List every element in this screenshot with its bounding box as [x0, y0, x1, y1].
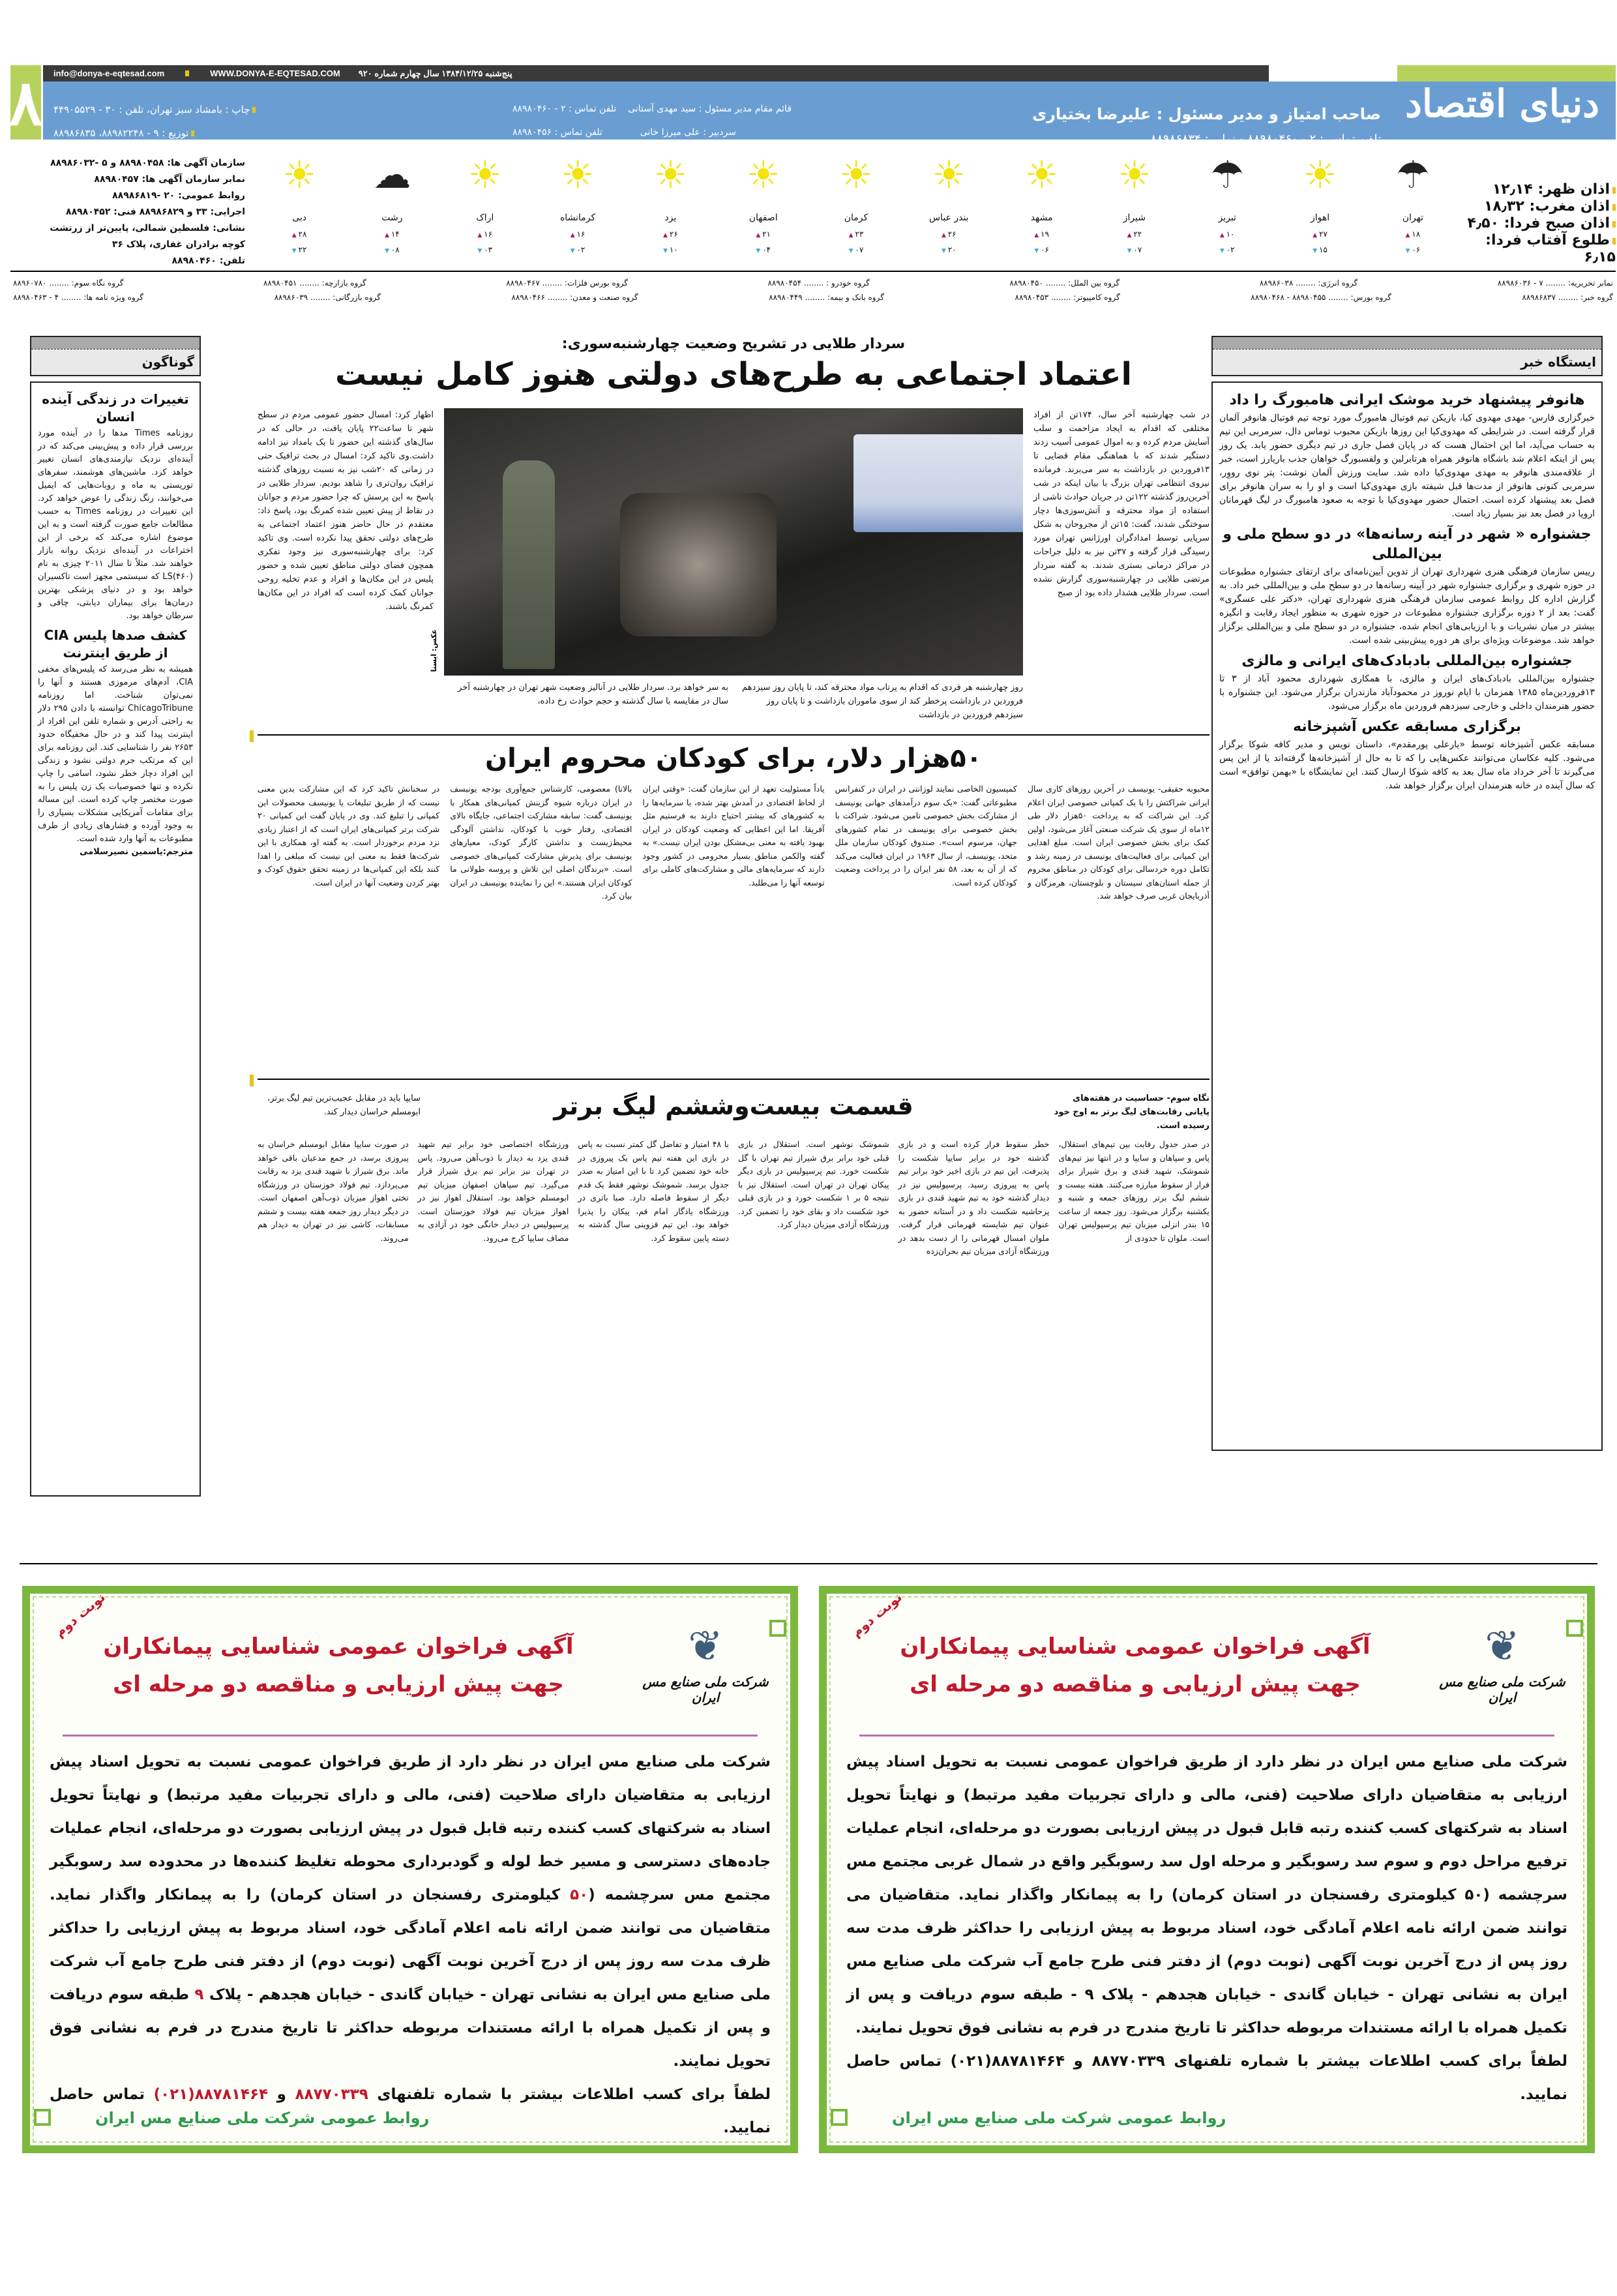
- article-column: یاداً مسئولیت تعهد از این سازمان گفت: «وقتی ایران از لحاظ اقتصادی در آمدش بهتر شده، با سرمایه‌ها را به کشورهای که بیشتر احتیاج دارند به فرستیم مثل آفریقا. اما این اعطایی که وضعیت کودکان در ایران بهبود یافته به معنی بی‌مشکل بودن ایران نیست.» به گفته والکمن مناطق بسیار محرومی در کشور وجود دارند که سرمایه‌های مالی و مشارکت‌های کاملی برای توسعه آنها را می‌طلبد.: [642, 784, 825, 887]
- cloud-icon: ☁: [373, 153, 411, 197]
- chief-editor: سردبیر : علی میرزا خانی تلفن تماس : ۸۸۹۸۰۴۵۶: [512, 127, 736, 138]
- section-header-miscellaneous: [30, 336, 201, 376]
- byline: مترجم:یاسمین نصیرسلامی: [80, 847, 193, 857]
- top-info-bar: [43, 65, 1269, 82]
- corner-ornament-icon: [769, 1620, 786, 1637]
- sun-icon: ☀: [467, 153, 502, 197]
- unicef-story: [258, 743, 1209, 1069]
- ad-footer: روابط عمومی شرکت ملی صنایع مس ایران: [892, 2109, 1226, 2127]
- news-photo[interactable]: [430, 408, 1023, 676]
- news-item: [1219, 391, 1595, 521]
- prayer-time-maghrib: اذان مغرب: ۱۸٫۳۲: [1466, 198, 1616, 215]
- officer-shape: [503, 460, 555, 669]
- news-title[interactable]: کشف صدها پلیس CIA از طریق اینترنت: [44, 627, 187, 661]
- league-intro: نگاه سوم- حساسیت در هفته‌های پایانی رقابت‌های لیگ برتر به اوج خود رسیده است.: [1054, 1094, 1209, 1131]
- tender-ad-right[interactable]: [819, 1586, 1595, 2153]
- miscellaneous-column: [30, 336, 201, 1497]
- weather-cities: [253, 149, 1459, 263]
- news-body: خبرگزاری فارس- مهدی مهدوی کیا، بازیکن تیم فوتبال هامبورگ مورد توجه تیم فوتبال هانوفر آلمان قرار گرفته است. در شرایطی که مهدوی‌کیا این روزها بازیکن محبوب توماس دال، سرمربی این تیم به حساب می‌آید، اما این احتمال هست که در پایان فصل جاری در تیم دیگری حضور یابد. یک روز پس از اینکه اعلام شد باشگاه هانوفر همراه هرتابرلین و ولفسبورگ خواهان جذب باریارز است، خبر از علاقه‌مندی هانوفر به مهدی مهدوی‌کیا داده شد. سایت ورزش آلمان نوشت: پتر نوی رووِر، سرمربی کنونی هانوفر از مدت‌ها قبل شیفته بازی مهدوی‌کیا است و او را به سران هانوفر برای فصل بعد پیشنهاد کرده است. احتمال حضور مهدوی‌کیا با توجه به صعود هامبورگ در لیگ قهرمانان اروپا در فصل بعد نیز بسیار زیاد است.: [1219, 413, 1595, 519]
- phone-directory: [10, 271, 1616, 305]
- dateline: پنج‌شنبه ۱۳۸۴/۱۲/۲۵ سال چهارم شماره ۹۲۰: [358, 68, 512, 78]
- cloud-rain-icon: ☂: [1210, 153, 1245, 197]
- phone-row: گروه خبر: ........ ۸۸۹۸۶۸۳۷ گروه بورس: ........ ۸۸۹۸۰۴۵۵ - ۸۸۹۸۰۴۶۸ گروه کامپیوتر: ........ ۸۸۹۸۰۴۵۳ گروه بانک و بیمه: ........ ۸۸۹۸۰۴۴۹ گروه صنعت و معدن: ........ ۸۸۹۸۰۴۶۶ گروه بازرگانی: ........ ۸۸۹۸۶۰۳۹ گروه ویژه نامه ها: ........ ۴ - ۸۸۹۸۰۴۶۳: [13, 293, 1613, 302]
- ad-header: [50, 1588, 771, 1731]
- weather-city: ☀ اهواز ▲ ۲۷ ▼ ۱۵: [1273, 149, 1366, 263]
- sun-icon: ☀: [282, 153, 317, 197]
- tender-ad-left[interactable]: [22, 1586, 798, 2153]
- distribution-info: توزیع : ۹ - ۸۸۹۸۲۲۴۸، ۸۸۹۸۶۸۳۵: [53, 127, 194, 139]
- below-photo-text: روز چهارشنبه هر فردی که اقدام به پرتاب مواد محترقه کند، تا پایان روز سیزدهم فروردین در بازداشت پرخطر کند از سوی ماموران بازداشت و تا پایان روز سیزدهم فروردین در بازداشت به سر خواهد برد. سردار طلایی در آنالیز وضعیت شهر تهران در چهارشنبه آخر سال در مقایسه با سال گذشته و حجم حوادث رخ داده،: [458, 683, 1023, 720]
- round-badge: نوبت دوم: [52, 1588, 108, 1641]
- article-column: با ۴۸ امتیاز و تفاضل گل کمتر نسبت به پاس در بازی این هفته تیم پاس یک پیروزی در خانه خود تضمین کرد تا با این امتیاز به صدر جدول برسد. شموشک نوشهر فقط یک قدم دیگر از سقوط فاصله دارد. صبا باتری در ورزشگاه یادگار امام قم، پیکان را پذیرا خواهد بود. این تیم قزوینی سال گذشته به دسته پایین سقوط کرد.: [578, 1139, 729, 1243]
- main-headline[interactable]: اعتماد اجتماعی به طرح‌های دولتی هنوز کامل نیست: [335, 356, 1132, 393]
- news-body: روزنامه Times مدها را در آینده مورد بررسی قرار داده و پیش‌بینی می‌کند که در آینده‌ای نزدیک نیازمندی‌های انسان تغییر خواهد کرد. ماشین‌های هوشمند، سفرهای توریستی به ماه و روبات‌هایی که ایمیل می‌خوانند، رنگ زندگی را عوض خواهد کرد. این تغییرات در روزنامه Times به حسب مطالعات جامع صورت گرفته است و به این موضوع اشاره می‌کند که برخی از این اختراعات در آینده‌ای نزدیک روانه بازار خواهند شد. مثلاً تا سال ۲۰۱۱ چیزی به نام LS(۴۶۰) که سیستمی مجهز است تاکسیران خواهد بود و در دنیای پزشکی بهترین درمان‌ها برای بیماران دیابتی، چاقی و سرطان خواهد بود.: [38, 428, 194, 621]
- corner-ornament-icon: [831, 2109, 848, 2126]
- league-story: [258, 1092, 1209, 1307]
- weather-city: ☀ کرمانشاه ▲ ۱۶ ▼ ۰۲: [531, 149, 624, 263]
- sun-icon: ☀: [1117, 153, 1151, 197]
- sun-icon: ☀: [653, 153, 688, 197]
- office-contacts: سازمان آگهی ها: ۸۸۹۸۰۴۵۸ و ۵ -۸۸۹۸۶۰۳۲ نمابر سازمان آگهی ها: ۸۸۹۸۰۴۵۷ روابط عمومی: ۲۰ -۸۸۹۸۶۸۱۹ اجرایی: ۳۳ و ۸۸۹۸۶۸۲۹ فنی: ۸۸۹۸۰۴۵۲ نشانی: فلسطین شمالی، پایین‌تر از زرتشت کوچه برادران غفاری، پلاک ۳۶ تلفن: ۸۸۹۸۰۴۶۰: [50, 158, 245, 266]
- sunrise-time: طلوع آفتاب فردا: ۶٫۱۵: [1466, 232, 1616, 266]
- weather-city: ☂ تهران ▲ ۱۸ ▼ ۰۶: [1367, 149, 1459, 263]
- weather-city: ☂ تبریز ▲ ۱۰ ▼ ۰۲: [1181, 149, 1273, 263]
- weather-city: ☀ بندر عباس ▲ ۲۶ ▼ ۲۰: [902, 149, 995, 263]
- ad-body: شرکت ملی صنایع مس ایران در نظر دارد از طریق فراخوان عمومی نسبت به تحویل اسناد پیش ارزیابی به متقاضیان دارای صلاحیت (فنی، مالی و دارای تجربیات مفید مرتبط) و نهایتاً تحویل اسناد به شرکتهای کسب کننده رتبه قابل قبول در پیش ارزیابی بصورت دو مرحله‌ای، انجام عملیات جاده‌های دسترسی و مسیر خط لوله و گودبرداری محوطه تغلیظ کننده‌ها در محدوده سد رسوبگیر مجتمع مس سرچشمه (۵۰ کیلومتری رفسنجان در استان کرمان) را به پیمانکار واگذار نماید. متقاضیان می توانند ضمن ارائه نامه اعلام آمادگی خود، اسناد مربوط به پیش ارزیابی را حداکثر ظرف مدت سه روز پس از درج آخرین نوبت آگهی (نوبت دوم) از دفتر فنی طرح جامع آب شرکت ملی صنایع مس ایران به نشانی تهران - خیابان گاندی - خیابان هجدهم - پلاک ۹ طبقه سوم دریافت و پس از تکمیل همراه با ارائه مستندات مربوطه حداکثر تا تاریخ مندرج در فرم به نشانی فوق تحویل نمایند. لطفاً برای کسب اطلاعات بیشتر با شماره تلفنهای ۸۸۷۷۰۳۳۹ و ۸۸۷۸۱۴۶۴(۰۲۱) تماس حاصل نمایید.: [50, 1753, 771, 2136]
- prayer-time-noon: اذان ظهر: ۱۲٫۱۴: [1466, 181, 1616, 198]
- article-column: در صورت سایپا مقابل ابومسلم خراسان به پیروزی برسد، در جمع مدعیان باقی خواهد ماند. برق شیراز با شهید قندی یزد به رقابت می‌پردازد. تیم فولاد خوزستان در ورزشگاه تختی اهواز میزبان ذوب‌آهن اصفهان است. در دیگر دیدار روز جمعه هفته بیست و ششم مسابقات، کاشی نیز در تهران به دیدار هم می‌روند.: [258, 1139, 409, 1243]
- owner-name: صاحب امتیاز و مدیر مسئول : علیرضا بختیاری: [1032, 105, 1381, 123]
- prayer-times: [1466, 181, 1616, 266]
- weather-city: ☀ اصفهان ▲ ۲۱ ▼ ۰۴: [717, 149, 810, 263]
- weather-panel: [10, 149, 1616, 266]
- newspaper-logo[interactable]: دنیای اقتصاد: [1405, 82, 1599, 126]
- ads-divider: [20, 1563, 1597, 1564]
- article-column: در شب چهارشنبه آخر سال، ۱۷۴تن از افراد مختلفی که اقدام به ایجاد مزاحمت و سلب آسایش مردم کرده و به اموال عمومی آسیب زدند دستگیر شدند که با هماهنگی مقام قضایی تا ۱۳فروردین در بازداشت به سر می‌برند. فرمانده نیروی انتظامی تهران بزرگ با بیان اینکه در شب آخرین‌روز گذشته ۱۲۲تن در جریان حوادث ناشی از استفاده از مواد محترقه و آتش‌سوزی‌ها دچار سوختگی شدند، گفت: ۱۵تن از مجروحان به شکل سرپایی توسط امدادگران اورژانس تهران مورد رسیدگی قرار گرفته و ۳۷تن نیز به دلیل جراحات در مراکز درمانی بستری شدند. به گفته سردار مرتضی طلایی در چهارشنبه‌سوری گزارش نشده است. سردار طلایی هشدار داده بود از صبح: [1033, 410, 1210, 598]
- league-intro-secondary: سایپا باید در مقابل عجیب‌ترین تیم لیگ برتر، ابومسلم خراسان دیدار کند.: [267, 1094, 421, 1117]
- weather-city: ☀ مشهد ▲ ۱۹ ▼ ۰۶: [995, 149, 1088, 263]
- bus-shape: [853, 434, 1023, 532]
- league-headline[interactable]: قسمت بیست‌وششم لیگ برتر: [554, 1092, 913, 1120]
- phone-number[interactable]: ۸۸۷۸۱۴۶۴(۰۲۱): [153, 2086, 269, 2103]
- article-column: اظهار کرد: امسال حضور عمومی مردم در سطح شهر تا ساعت۲۲ پایان یافت، در حالی که در سال‌های گذشته این حضور تا یک بامداد نیز ادامه داشت‌.وی تاکید کرد: امسال در بحث ترافیک حتی در زمانی که ۲۰شب نیز به نسبت روزهای گذشته ترافیک روان‌تری را شاهد بودیم. سردار طلایی در پاسخ به این پرسش که چرا حضور مردم و جوانان در نقاط از پیش تعیین شده کمرنگ بود، پاسخ داد: معتقدم در حال حاضر هنوز اعتماد اجتماعی به طرح‌های دولتی تحقق پیدا نکرده است. وی تاکید کرد: برای چهارشنبه‌سوری نیز وجود تفکری همچون فضای دولتی مناطق تعیین شده و حضور پلیس در این مکان‌ها و افراد و عدم تخلیه روحی جوانان کمک کرده است که افراد در این مکان‌ها کمرنگ باشند.: [258, 410, 434, 612]
- weather-city: ☀ شیراز ▲ ۲۲ ▼ ۰۷: [1088, 149, 1181, 263]
- bullet-icon: [191, 130, 194, 136]
- ad-title: آگهی فراخوان عمومی شناسایی پیمانکاران جهت پیش ارزیابی و مناقصه دو مرحله ای: [900, 1633, 1371, 1697]
- sun-icon: ☀: [932, 153, 966, 197]
- article-column: در سخنانش تاکید کرد که این مشارکت بدین معنی نیست که از طریق تبلیغات یا یونیسف محصولات این کمپانی را تبلیغ کند. وی در پایان گفت این کمپانی ۲۰ شرکت برتر کمپانی‌های ایران است که از اعتبار زیادی نزد مردم برخوردار است. به گفته او، همکاری با این شرکت‌ها فقط به معنی این نیست که مبلغی را اهدا کنند بلکه این کمپانی‌ها در زمینه تحقق حقوق کودک و بهتر کردن وضعیت آنها در ایران است.: [258, 784, 440, 887]
- center-stories: [258, 336, 1209, 1307]
- prayer-time-fajr: اذان صبح فردا: ۴٫۵۰: [1466, 215, 1616, 232]
- section-divider: [258, 1079, 1209, 1080]
- masthead: [8, 65, 1616, 146]
- article-column: خطر سقوط فرار کرده است و در بازی گذشته خود در برابر سایپا شکست را پذیرفت. این تیم در بازی اخیر خود برابر تیم پاس به پیروزی رسید. پرسپولیس نیز در دیدار گذشته خود به تیم شهید قندی در بازی پرحاشیه شکست داد و در آستانه حضور به عنوان تیم شایسته قهرمانی قرار گرفت. ملوان امسال قهرمانی را از دست بدهد در ورزشگاه آزادی میزبان تیم بحران‌زده: [898, 1139, 1050, 1256]
- email-link[interactable]: info@donya-e-eqtesad.com: [53, 68, 165, 78]
- owner-phone: تلفن تماس : ۲ - ۸۸۹۸۰۴۶۰ - نمابر : ۸۸۹۸۶۸۳۴: [1150, 132, 1381, 146]
- league-header: [258, 1092, 1209, 1133]
- copper-company-emblem-icon: ❦: [688, 1622, 723, 1671]
- news-title[interactable]: جشنواره بین‌المللی بادبادک‌های ایرانی و مالزی: [1241, 653, 1573, 669]
- section-header-news-station: [1211, 336, 1603, 376]
- main-story-body: [258, 408, 1210, 720]
- news-title[interactable]: جشنواره « شهر در آینه رسانه‌ها» در دو سطح ملی و بین‌المللی: [1223, 526, 1592, 562]
- unicef-story-body: [258, 783, 1209, 1069]
- company-name: شرکت ملی صنایع مس ایران: [1439, 1674, 1565, 1705]
- weather-city: ☀ یزد ▲ ۲۶ ▼ ۱۰: [624, 149, 717, 263]
- news-item: [1219, 651, 1595, 713]
- company-logo: [640, 1622, 771, 1705]
- copper-company-emblem-icon: ❦: [1485, 1622, 1520, 1671]
- main-story: [258, 336, 1210, 720]
- news-body: مسابقه عکس آشپزخانه توسط «یارعلی پورمقدم»، داستان نویس و مدیر کافه شوکا برگزار می‌شود. کلیه عکاسان می‌توانند عکس‌هایی را که تا به حال از آشپزخانه‌ها گرفته‌اند یا از این پس می‌گیرند تا آخر خرداد ماه سال بعد به کافه شوکا ارسال کنند. این نمایشگاه با «بهمن توافق» است که سال آینده در خانه هنرمندان ایران برگزار خواهد شد.: [1219, 739, 1595, 791]
- burned-car-shape: [620, 493, 777, 636]
- news-item: [38, 627, 193, 859]
- photo-credit: عکس: ایسنا: [430, 629, 438, 672]
- weather-city: ☁ رشت ▲ ۱۴ ▼ ۰۸: [346, 149, 438, 263]
- article-column: بالاتا) معصومی، کارشناس جمع‌آوری بودجه یونیسف در ایران درباره شیوه گزینش کمپانی‌های همکار با یونیسف گفت: سابقه مشارکت اجتماعی، جایگاه بالای اقتصادی، رفتار خوب با کودکان، نداشتن آلودگی محیط‌زیست و نداشتن کارگر کودک، معیارهای یونیسف برای پذیرش مشارکت کمپانی‌های خصوصی است. «برندگان اصلی این تلاش و پروسه طولانی ما کودکان ایران هستند.» این را نماینده یونیسف در ایران بیان کرد.: [450, 784, 632, 901]
- news-body: رییس سازمان فرهنگی هنری شهرداری تهران از تدوین آیین‌نامه‌ای برای ارتقای جشنواره مطبوعات در حوزه شهری و برگزاری جشنواره شهر در آیینه رسانه‌ها در دو سطح ملی و بین‌المللی خبر داد. به گزارش اداره کل روابط عمومی سازمان فرهنگی هنری شهرداری تهران، «دکتر علی عسگری» گفت: بعد از ۲ دوره برگزاری جشنواره مطبوعات در حوزه شهری به منظور ایجاد رقابت و انگیزه بیشتر در میان نشریات و با ارزیابی‌های انجام شده، جشنواره در دو سطح ملی و بین‌المللی برگزار خواهد شد. موضوعات ویژه‌ای برای هر دوره پیش‌بینی شده است.: [1219, 567, 1595, 646]
- corner-ornament-icon: [1566, 1620, 1583, 1637]
- photo-block: [430, 408, 1023, 722]
- league-story-body: [258, 1138, 1209, 1307]
- article-column: محبوبه حقیقی- یونیسف در آخرین روزهای کاری سال ایرانی شراکتش را با یک کمپانی خصوصی ایران اعلام کرد. این شراکت که به پرداخت ۵۰هزار دلار طی ۱۲ماه از سوی یک شرکت صنعتی آغاز می‌شود، اولین کمک برای بخش خصوصی ایران است. مبلغ اهدایی این کمپانی برای فعالیت‌های یونیسف در زمینه رشد و تکامل دوره خردسالی برای کودکان در مناطق محروم از جمله استان‌های سیستان و بلوچستان، هرمزگان و آذربایجان غربی صرف خواهد شد.: [1027, 784, 1209, 901]
- website-link[interactable]: WWW.DONYA-E-EQTESAD.COM: [210, 68, 340, 78]
- phone-row: نمابر تحریریه: ........ ۷ - ۸۸۹۸۶۰۳۶ گروه انرژی: ........ ۸۸۹۸۶۰۳۸ گروه بین الملل: ........ ۸۸۹۸۰۴۵۰ گروه خودرو : ........ ۸۸۹۸۰۴۵۴ گروه بورس فلزات: ........ ۸۸۹۸۰۴۶۷ گروه بازارچه: ........ ۸۸۹۸۰۴۵۱ گروه نگاه سوم: ........ ۸۸۹۶۰۷۸۰: [13, 278, 1613, 288]
- ad-title: آگهی فراخوان عمومی شناسایی پیمانکاران جهت پیش ارزیابی و مناقصه دو مرحله ای: [103, 1633, 574, 1697]
- printer-info: چاپ : بامشاد سبز تهران، تلفن : ۳۰ - ۴۴۹۰۵۵۲۹: [53, 104, 256, 115]
- masthead-blue-bar: [43, 82, 1616, 146]
- company-logo: [1437, 1622, 1567, 1705]
- sun-icon: ☀: [561, 153, 595, 197]
- round-badge: نوبت دوم: [848, 1588, 905, 1641]
- sun-icon: ☀: [746, 153, 780, 197]
- news-item: [1219, 525, 1595, 648]
- section-label: گوناگون: [141, 354, 194, 370]
- bullet-icon: [185, 70, 189, 76]
- phone-number[interactable]: ۸۸۷۷۰۳۳۹: [295, 2086, 368, 2103]
- ad-divider: [63, 1735, 758, 1737]
- news-body: همیشه به نظر می‌رسد که پلیس‌های مخفی CIA، آدم‌های مرموزی هستند و آنها را نمی‌توان شناخت. اما روزنامه ChicagoTribune توانسته با دادن ۲۹۵ دلار به راحتی آدرس و شماره تلفن این افراد از اینترنت پیدا کند و در حال مخفیگاه حدود ۲۶۵۳ نفر را شناسایی کند. این روزنامه برای این که مرتکب جرم دولتی نشود و زندگی این افراد دچار خطر نشود، اسامی را چاپ نکرده و تنها خصوصیات یک زن پلیس را به صورت مختصر چاپ کرده است. این مساله برای مقامات آمریکایی مشکلات بسیاری را به وجود آورده و فشارهای زیادی از طرف مطبوعات به آنها وارد شده است.: [38, 664, 193, 844]
- news-title[interactable]: هانوفر پیشنهاد خرید موشک ایرانی هامبورگ را داد: [1229, 392, 1585, 408]
- news-station-column: [1211, 336, 1603, 1451]
- news-title[interactable]: برگزاری مسابقه عکس آشپزخانه: [1293, 719, 1521, 735]
- ad-footer: روابط عمومی شرکت ملی صنایع مس ایران: [95, 2109, 430, 2127]
- deputy-editor: قائم مقام مدیر مسئول : سید مهدی آستانی تلفن تماس : ۲ - ۸۸۹۸۰۴۶۰: [512, 104, 792, 114]
- main-story-kicker: سردار طلایی در تشریح وضعیت چهارشنبه‌سوری:: [561, 336, 906, 352]
- miscellaneous-box: [30, 381, 201, 1497]
- news-item: [38, 391, 193, 623]
- article-column: در صدر جدول رقابت بین تیم‌های استقلال، پاس و سپاهان و سایپا و در انتها نیز تیم‌های شموشک، شهید قندی و برق شیراز برای فرار از سقوط مبارزه می‌کنند. هفته بیست و ششم لیگ برتر روزهای جمعه و شنبه و یکشنبه برگزار می‌شود. روز جمعه از ساعت ۱۵ بندر انزلی میزبان تیم پرسپولیس تهران است. ملوان تا حدودی از: [1058, 1139, 1209, 1243]
- article-column: شموشک نوشهر است. استقلال در بازی قبلی خود برابر برق شیراز تیم تهران با گل شکست خورد. تیم پرسپولیس در بازی دیگر پیکان تهران در تهران است. استقلال نیز با نتیجه ۵ بر ۱ شکست خورد و در بازی قبلی خود شکست داد و بقای خود را تضمین کرد. ورزشگاه آزادی میزبان دیدار کرد.: [738, 1139, 889, 1229]
- section-label: ایستگاه خبر: [1521, 354, 1596, 370]
- ad-header: [846, 1588, 1567, 1731]
- ad-body: شرکت ملی صنایع مس ایران در نظر دارد از طریق فراخوان عمومی نسبت به تحویل اسناد پیش ارزیابی به متقاضیان دارای صلاحیت (فنی، مالی و دارای تجربیات مفید مرتبط) و نهایتاً تحویل اسناد به شرکتهای کسب کننده رتبه قابل قبول در پیش ارزیابی بصورت دو مرحله‌ای، انجام عملیات ترفیع مراحل دوم و سوم سد رسوبگیر و مرحله اول سد رسوبگیر واقع در شمال غربی مجتمع مس سرچشمه (۵۰ کیلومتری رفسنجان در استان کرمان) را به پیمانکار واگذار نماید. متقاضیان می توانند ضمن ارائه نامه اعلام آمادگی خود، اسناد مربوط به پیش ارزیابی را حداکثر ظرف مدت سه روز پس از درج آخرین نوبت آگهی (نوبت دوم) از دفتر فنی طرح جامع آب شرکت ملی صنایع مس ایران به نشانی تهران - خیابان گاندی - خیابان هجدهم - پلاک ۹ - طبقه سوم دریافت و پس از تکمیل همراه با ارائه مستندات مربوطه حداکثر تا تاریخ مندرج در فرم به نشانی فوق تحویل نمایند. لطفاً برای کسب اطلاعات بیشتر با شماره تلفنهای ۸۸۷۷۰۳۳۹ و ۸۸۷۸۱۴۶۴(۰۲۱) تماس حاصل نمایید.: [846, 1753, 1568, 2103]
- sun-icon: ☀: [838, 153, 873, 197]
- weather-city: ☀ دبی ▲ ۲۸ ▼ ۲۲: [253, 149, 346, 263]
- article-column: ورزشگاه اختصاصی خود برابر تیم شهید قندی یزد به دیدار با ذوب‌آهن می‌رود. پاس در تهران نیز برابر تیم برق شیراز قرار می‌گیرد. تیم سپاهان اصفهان میزبان تیم ابومسلم خواهد بود. استقلال اهواز نیز در اهواز میزبان تیم فولاد خوزستان است. پرسپولیس در دیدار خانگی خود در آزادی به مصاف سایپا کرج می‌رود.: [417, 1139, 569, 1243]
- news-item: [1219, 717, 1595, 793]
- company-name: شرکت ملی صنایع مس ایران: [642, 1674, 769, 1705]
- sun-icon: ☀: [1024, 153, 1059, 197]
- weather-city: ☀ کرمان ▲ ۲۳ ▼ ۰۷: [810, 149, 902, 263]
- weather-city: ☀ اراک ▲ ۱۶ ▼ ۰۳: [439, 149, 531, 263]
- news-title[interactable]: تغییرات در زندگی آینده انسان: [42, 391, 189, 425]
- news-body: جشنواره بین‌المللی بادبادک‌های ایران و مالزی، با همکاری شهرداری محمود آباد از ۳ تا ۱۳فروردین‌ماه ۱۳۸۵ همزمان با ایام نوروز در محمودآباد مازندران برگزار می‌شود. این جشنواره با حضور هنرمندان داخلی و خارجی سیزدهم فروردین ماه برگزار می‌شود.: [1219, 674, 1595, 711]
- article-column: کمیسیون الخاصی نمایند لوزانتی در ایران در کنفرانس مطبوعاتی گفت: «یک سوم درآمدهای جهانی یونیسف از مشارکت بخش خصوصی تامین می‌شود. شراکت با بخش خصوصی برای یونیسف در تمام کشورهای جهان، مرسوم است». صندوق کودکان سازمان ملل متحد، یونیسف، از سال ۱۹۶۳ در ایران فعالیت می‌کند که از آن به بعد، ۵۸ نفر ایران را در پرداخت وضعیت کودکان کرده است.: [835, 784, 1017, 887]
- news-station-box: [1211, 381, 1603, 1451]
- bullet-icon: [252, 107, 256, 113]
- page-number: ۸: [8, 65, 43, 140]
- section-divider: [258, 734, 1209, 736]
- unicef-headline[interactable]: ۵۰هزار دلار، برای کودکان محروم ایران: [484, 743, 983, 773]
- ad-divider: [859, 1735, 1554, 1737]
- corner-ornament-icon: [34, 2109, 51, 2126]
- sun-icon: ☀: [1303, 153, 1337, 197]
- cloud-rain-icon: ☂: [1395, 153, 1430, 197]
